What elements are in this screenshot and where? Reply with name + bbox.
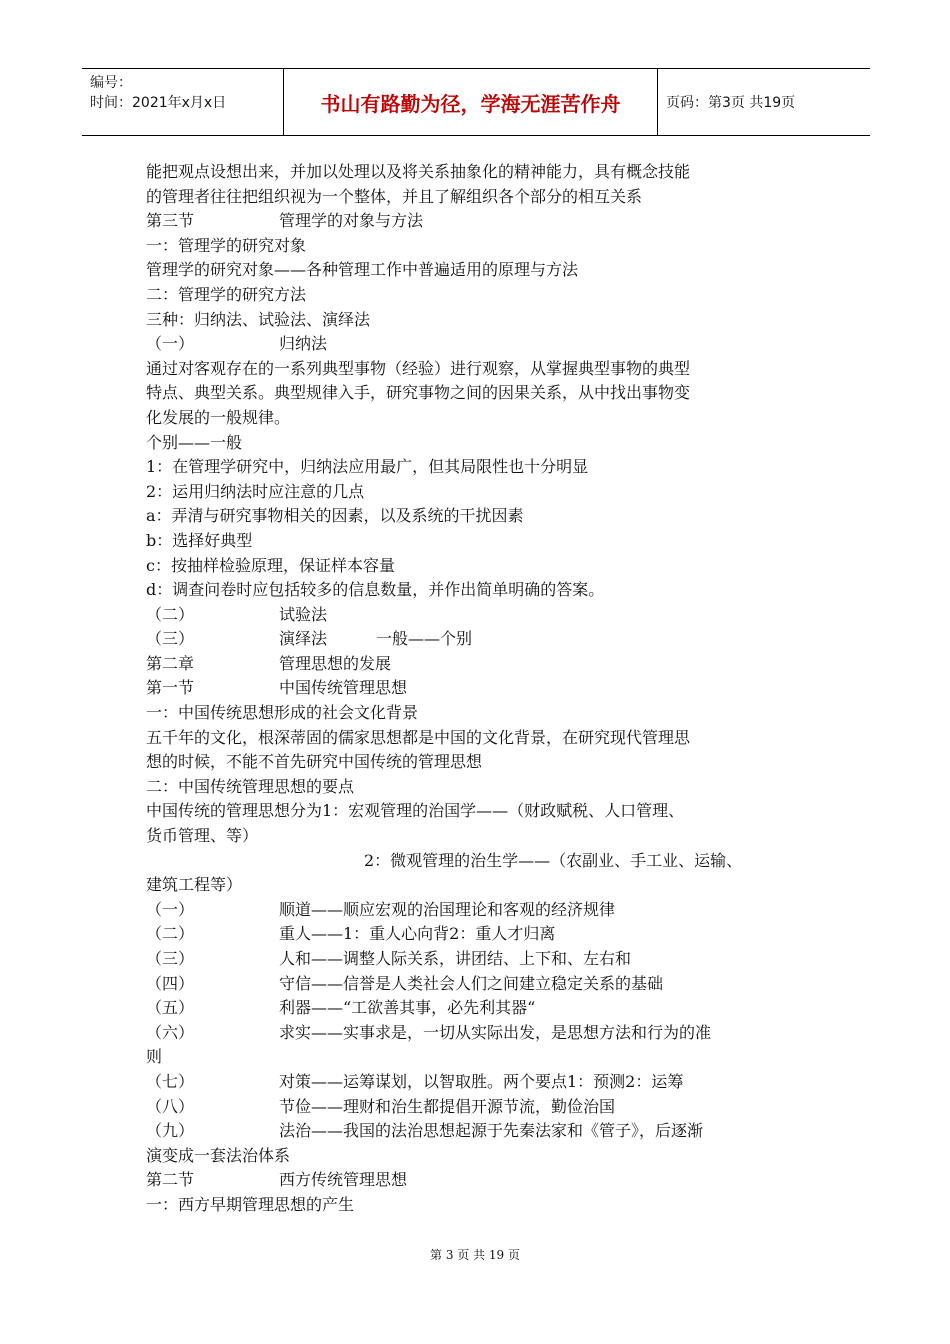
text-segment: （五）	[146, 998, 195, 1018]
text-line	[146, 332, 806, 357]
text-segment: 则	[146, 1047, 163, 1067]
text-line	[146, 480, 806, 505]
text-segment: 一：西方早期管理思想的产生	[146, 1194, 355, 1214]
text-segment: 演绎法	[279, 629, 328, 649]
text-line	[146, 381, 806, 406]
text-segment: 守信——信誉是人类社会人们之间建立稳定关系的基础	[279, 973, 664, 993]
header-page-label: 页码：第3页 共19页	[666, 95, 796, 111]
text-line	[146, 1193, 806, 1218]
text-segment: 西方传统管理思想	[279, 1170, 408, 1190]
text-line	[146, 898, 806, 923]
text-line	[146, 209, 806, 234]
text-segment: （二）	[146, 604, 195, 624]
text-segment: 管理学的对象与方法	[279, 211, 424, 231]
text-segment: 二：管理学的研究方法	[146, 284, 307, 304]
text-line	[146, 160, 806, 185]
text-line	[146, 603, 806, 628]
text-segment: 一：管理学的研究对象	[146, 235, 307, 255]
text-segment: 货币管理、等）	[146, 826, 259, 846]
text-segment: 一般——个别	[376, 629, 473, 649]
page-footer: 第 3 页 共 19 页	[430, 1248, 520, 1262]
text-segment: 对策——运筹谋划，以智取胜。两个要点1：预测2：运筹	[279, 1071, 684, 1091]
text-segment: 人和——调整人际关系，讲团结、上下和、左右和	[279, 949, 632, 968]
text-line	[146, 578, 806, 603]
text-line	[146, 652, 806, 677]
time-label: 时间：2021年x月x日	[90, 95, 227, 111]
text-segment: 能把观点设想出来，并加以处理以及将关系抽象化的精神能力，具有概念技能	[146, 162, 691, 181]
text-line	[146, 554, 806, 579]
text-segment: a：弄清与研究事物相关的因素，以及系统的干扰因素	[146, 506, 524, 526]
text-segment: 五千年的文化，根深蒂固的儒家思想都是中国的文化背景，在研究现代管理思	[146, 727, 691, 747]
text-line	[146, 1119, 806, 1144]
text-line	[146, 726, 806, 751]
text-line	[146, 406, 806, 431]
text-line	[146, 455, 806, 480]
text-segment: 第二章	[146, 653, 195, 673]
text-line	[146, 922, 806, 947]
text-segment: 第三节	[146, 211, 195, 231]
text-line	[146, 701, 806, 726]
text-segment: 中国传统管理思想	[279, 678, 408, 698]
text-line	[146, 1095, 806, 1120]
text-segment: （一）	[146, 899, 195, 919]
text-segment: （三）	[146, 949, 195, 968]
text-line	[146, 873, 806, 898]
text-line	[146, 185, 806, 210]
text-line	[146, 234, 806, 259]
text-segment: 管理思想的发展	[279, 653, 392, 673]
text-line	[146, 1045, 806, 1070]
text-line	[146, 676, 806, 701]
text-line	[146, 308, 806, 333]
text-segment: c：按抽样检验原理，保证样本容量	[146, 555, 395, 575]
text-line	[146, 1070, 806, 1095]
text-segment: （七）	[146, 1071, 195, 1091]
text-segment: （三）	[146, 629, 195, 649]
page-header	[82, 68, 870, 136]
text-segment: 建筑工程等）	[146, 875, 243, 895]
header-motto: 书山有路勤为径，学海无涯苦作舟	[284, 69, 658, 135]
text-line	[146, 824, 806, 849]
text-line	[146, 750, 806, 775]
text-line	[146, 283, 806, 308]
text-segment: 个别——一般	[146, 432, 243, 452]
text-line	[146, 799, 806, 824]
text-segment: 1：在管理学研究中，归纳法应用最广，但其局限性也十分明显	[146, 457, 589, 477]
text-line	[146, 258, 806, 283]
text-segment: 演变成一套法治体系	[146, 1145, 291, 1165]
text-segment: d：调查问卷时应包括较多的信息数量，并作出简单明确的答案。	[146, 580, 605, 600]
text-segment: 2：微观管理的治生学——（农副业、手工业、运输、	[364, 850, 743, 870]
text-segment: 化发展的一般规律。	[146, 407, 291, 427]
document-body	[146, 160, 806, 1218]
text-segment: 顺道——顺应宏观的治国理论和客观的经济规律	[279, 899, 616, 919]
text-line	[146, 996, 806, 1021]
text-segment: （二）	[146, 924, 195, 944]
text-segment: 想的时候，不能不首先研究中国传统的管理思想	[146, 752, 483, 772]
text-segment: 特点、典型关系。典型规律入手，研究事物之间的因果关系，从中找出事物变	[146, 383, 691, 403]
text-line	[146, 504, 806, 529]
text-segment: 求实——实事求是，一切从实际出发，是思想方法和行为的准	[279, 1022, 712, 1042]
text-segment: 管理学的研究对象——各种管理工作中普遍适用的原理与方法	[146, 260, 579, 280]
text-line	[146, 775, 806, 800]
text-segment: 法治——我国的法治思想起源于先秦法家和《管子》，后逐渐	[279, 1121, 704, 1141]
text-line	[146, 1168, 806, 1193]
text-segment: 第二节	[146, 1170, 195, 1190]
text-segment: 试验法	[279, 604, 328, 624]
text-segment: b：选择好典型	[146, 530, 253, 550]
text-line	[146, 972, 806, 997]
text-line	[146, 529, 806, 554]
text-segment: 第一节	[146, 678, 195, 698]
text-segment: 2：运用归纳法时应注意的几点	[146, 481, 365, 501]
text-segment: 通过对客观存在的一系列典型事物（经验）进行观察，从掌握典型事物的典型	[146, 358, 691, 378]
text-line	[146, 627, 806, 652]
text-segment: （八）	[146, 1096, 195, 1116]
text-segment: 的管理者往往把组织视为一个整体，并且了解组织各个部分的相互关系	[146, 186, 643, 206]
text-line	[146, 849, 806, 874]
text-line	[146, 1021, 806, 1046]
text-line	[146, 947, 806, 972]
number-label: 编号：	[90, 75, 132, 91]
text-segment: 重人——1：重人心向背2：重人才归离	[279, 924, 556, 944]
text-segment: （九）	[146, 1121, 195, 1141]
header-meta	[82, 69, 284, 135]
text-segment: 中国传统的管理思想分为1：宏观管理的治国学——（财政赋税、人口管理、	[146, 801, 685, 821]
text-segment: 利器——“工欲善其事，必先利其器“	[279, 998, 536, 1018]
text-segment: （四）	[146, 973, 195, 993]
text-line	[146, 431, 806, 456]
text-segment: 节俭——理财和治生都提倡开源节流，勤俭治国	[279, 1096, 616, 1116]
text-line	[146, 357, 806, 382]
text-segment: 三种：归纳法、试验法、演绎法	[146, 309, 371, 329]
text-segment: 二：中国传统管理思想的要点	[146, 776, 355, 796]
text-segment: 一：中国传统思想形成的社会文化背景	[146, 703, 419, 723]
text-segment: 归纳法	[279, 334, 328, 354]
text-segment: （一）	[146, 334, 195, 354]
text-segment: （六）	[146, 1022, 195, 1042]
text-line	[146, 1144, 806, 1169]
